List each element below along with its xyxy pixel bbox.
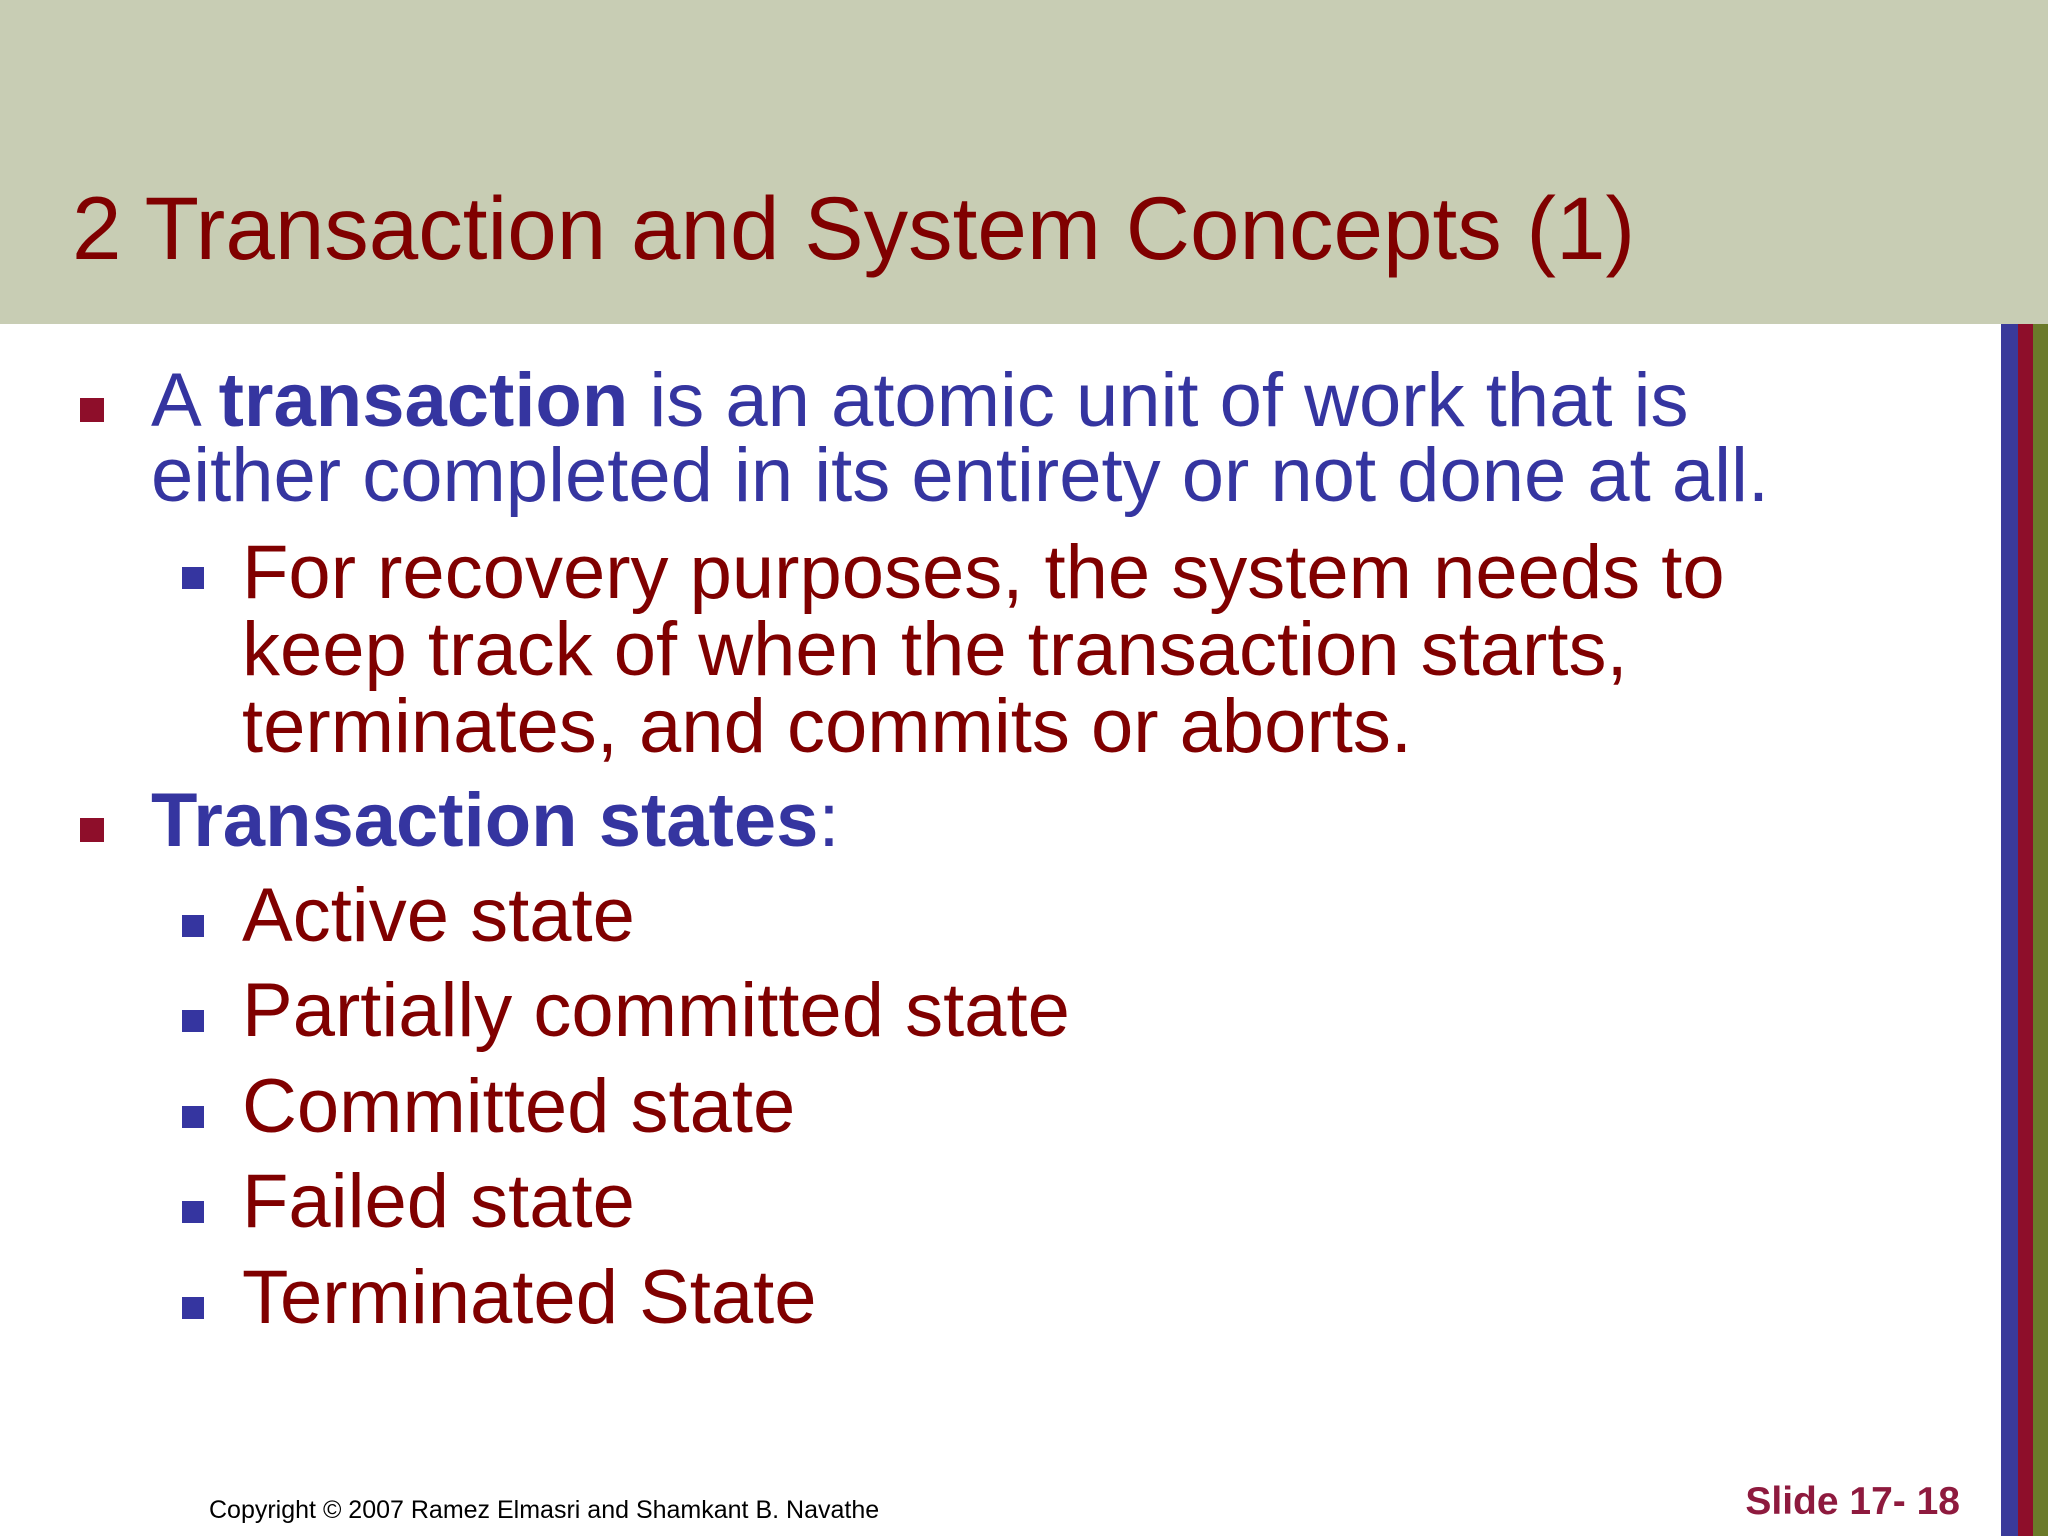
sub-bullet-square-icon [182, 1010, 204, 1032]
sub-bullet-square-icon [182, 1297, 204, 1319]
sub-bullet-line-1: For recovery purposes, the system needs to [242, 530, 1725, 615]
title-bar [0, 0, 2048, 324]
state-item: Terminated State [242, 1255, 817, 1340]
sub-bullet-square-icon [182, 1201, 204, 1223]
sub-bullet-line-2: keep track of when the transaction starts, [242, 607, 1628, 692]
sub-bullet-square-icon [182, 1106, 204, 1128]
term-transaction: transaction [218, 358, 629, 443]
slide-number: Slide 17- 18 [1745, 1480, 1960, 1523]
bullet-square-icon [80, 818, 104, 842]
bullet-1-text: is an atomic unit of work that is [628, 358, 1689, 443]
bullet-1-line-2: either completed in its entirety or not done at all. [151, 433, 1770, 518]
decorative-stripe-blue [2001, 324, 2018, 1536]
term-transaction-states: Transaction states [151, 778, 819, 863]
bullet-square-icon [80, 398, 104, 422]
decorative-stripe-green [2033, 324, 2048, 1536]
sub-bullet-square-icon [182, 567, 204, 589]
copyright-footer: Copyright © 2007 Ramez Elmasri and Shamkant B. Navathe [209, 1496, 880, 1524]
bullet-1-prefix: A [151, 358, 219, 443]
state-item: Partially committed state [242, 968, 1070, 1053]
state-item: Active state [242, 873, 635, 958]
slide-title: 2 Transaction and System Concepts (1) [72, 178, 1636, 278]
sub-bullet-square-icon [182, 915, 204, 937]
state-item: Failed state [242, 1159, 635, 1244]
decorative-stripe-red [2018, 324, 2033, 1536]
state-item: Committed state [242, 1064, 796, 1149]
bullet-2-line [151, 778, 840, 863]
bullet-2-colon: : [818, 778, 840, 863]
bullet-1-line-1 [151, 358, 1689, 443]
sub-bullet-line-3: terminates, and commits or aborts. [242, 684, 1412, 769]
